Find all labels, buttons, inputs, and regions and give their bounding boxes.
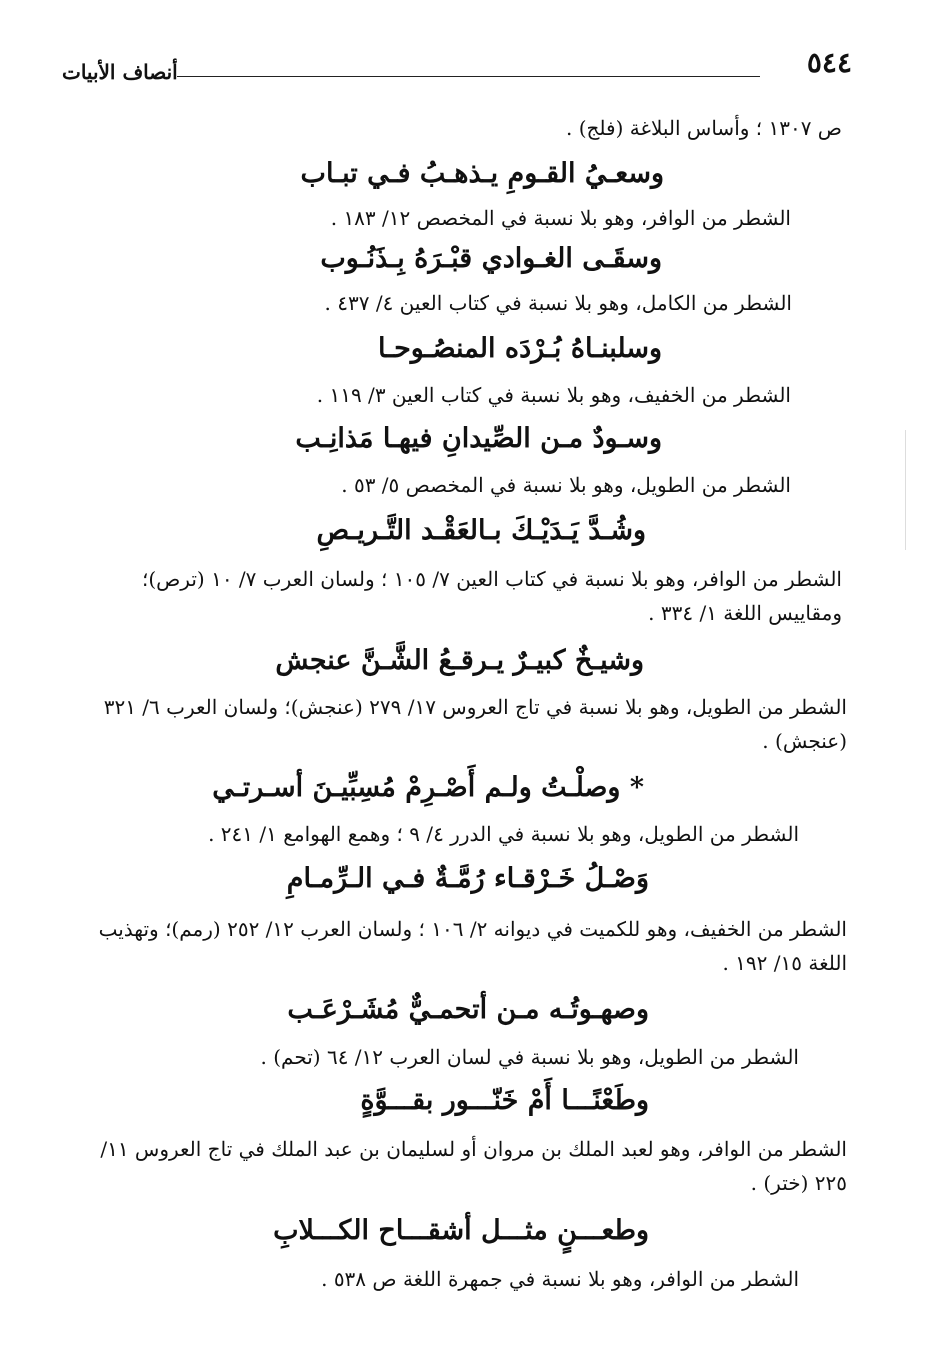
verse-note: الشطر من الطويل، وهو بلا نسبة في الدرر ٤/ ٩ ؛ وهمع الهوامع ١/ ٢٤١ .	[208, 822, 799, 846]
page-edge-mark	[905, 430, 906, 550]
verse-note: الشطر من الوافر، وهو لعبد الملك بن مروان أو لسليمان بن عبد الملك في تاج العروس ١١/ ٢٢٥ (ختر) .	[100, 1137, 847, 1195]
verse-line: وسقَـى الغـوادي قبْـرَهُ بِـذَنُـوب	[320, 243, 662, 274]
verse-line: وشيـخٌ كبيـرٌ يـرقـعُ الشَّـنَّ عنجش	[275, 645, 644, 676]
verse-note: الشطر من الوافر، وهو بلا نسبة في جمهرة اللغة ص ٥٣٨ .	[321, 1267, 799, 1291]
verse-line: * وصلْـتُ ولـم أَصْـرِمْ مُسِبِّيـنَ أسـرتـي	[212, 772, 644, 803]
verse-note: الشطر من الوافر، وهو بلا نسبة في كتاب العين ٧/ ١٠٥ ؛ ولسان العرب ٧/ ١٠ (ترص)؛ ومقاييس اللغة ١/ ٣٣٤ .	[141, 567, 842, 625]
verse-line: وسعـيُ القـومِ يـذهـبُ فـي تبـاب	[300, 158, 664, 189]
top-note: ص ١٣٠٧ ؛ وأساس البلاغة (فلج) .	[566, 116, 842, 140]
verse-note: الشطر من الوافر، وهو بلا نسبة في المخصص ١٢/ ١٨٣ .	[330, 206, 791, 230]
header-rule	[177, 76, 760, 77]
verse-line: وسـودٌ مـن الصِّيدانِ فيهـا مَذانِـب	[295, 423, 662, 454]
verse-note: الشطر من الخفيف، وهو بلا نسبة في كتاب العين ٣/ ١١٩ .	[316, 383, 791, 407]
verse-note: الشطر من الطويل، وهو بلا نسبة في تاج العروس ١٧/ ٢٧٩ (عنجش)؛ ولسان العرب ٦/ ٣٢١ (عنجش) .	[103, 695, 847, 753]
verse-line: وطعـــنٍ مثـــل أشقـــاح الكـــلابِ	[273, 1215, 649, 1246]
verse-note: الشطر من الطويل، وهو بلا نسبة في المخصص ٥/ ٥٣ .	[341, 473, 791, 497]
page-header	[62, 46, 852, 86]
verse-note: الشطر من الخفيف، وهو للكميت في ديوانه ٢/ ١٠٦ ؛ ولسان العرب ١٢/ ٢٥٢ (رمم)؛ وتهذيب اللغة ١٥/ ١٩٢ .	[98, 917, 847, 975]
verse-line: وسلبنـاهُ بُـرْدَه المنصُـوحـا	[377, 333, 662, 364]
running-title: أنصاف الأبيات	[62, 60, 178, 84]
verse-line: وَصْـلُ خَـرْقـاء رُمَّـةٌ فـي الـرِّمـامِ	[286, 863, 649, 894]
verse-note: الشطر من الطويل، وهو بلا نسبة في لسان العرب ١٢/ ٦٤ (تحم) .	[260, 1045, 799, 1069]
verse-line: وشُـدَّ يَـدَيْـكَ بـالعَقْـد التَّـريـصِ	[316, 515, 646, 546]
page-number: ٥٤٤	[806, 46, 852, 79]
verse-note: الشطر من الكامل، وهو بلا نسبة في كتاب العين ٤/ ٤٣٧ .	[324, 291, 792, 315]
verse-line: وصهـوتُـه مـن أتحمـيٌّ مُشَـرْعَـب	[287, 994, 649, 1025]
verse-line: وطَعْنًـــا أَمْ خَنّـــور بقـــوَّةٍ	[360, 1085, 649, 1116]
